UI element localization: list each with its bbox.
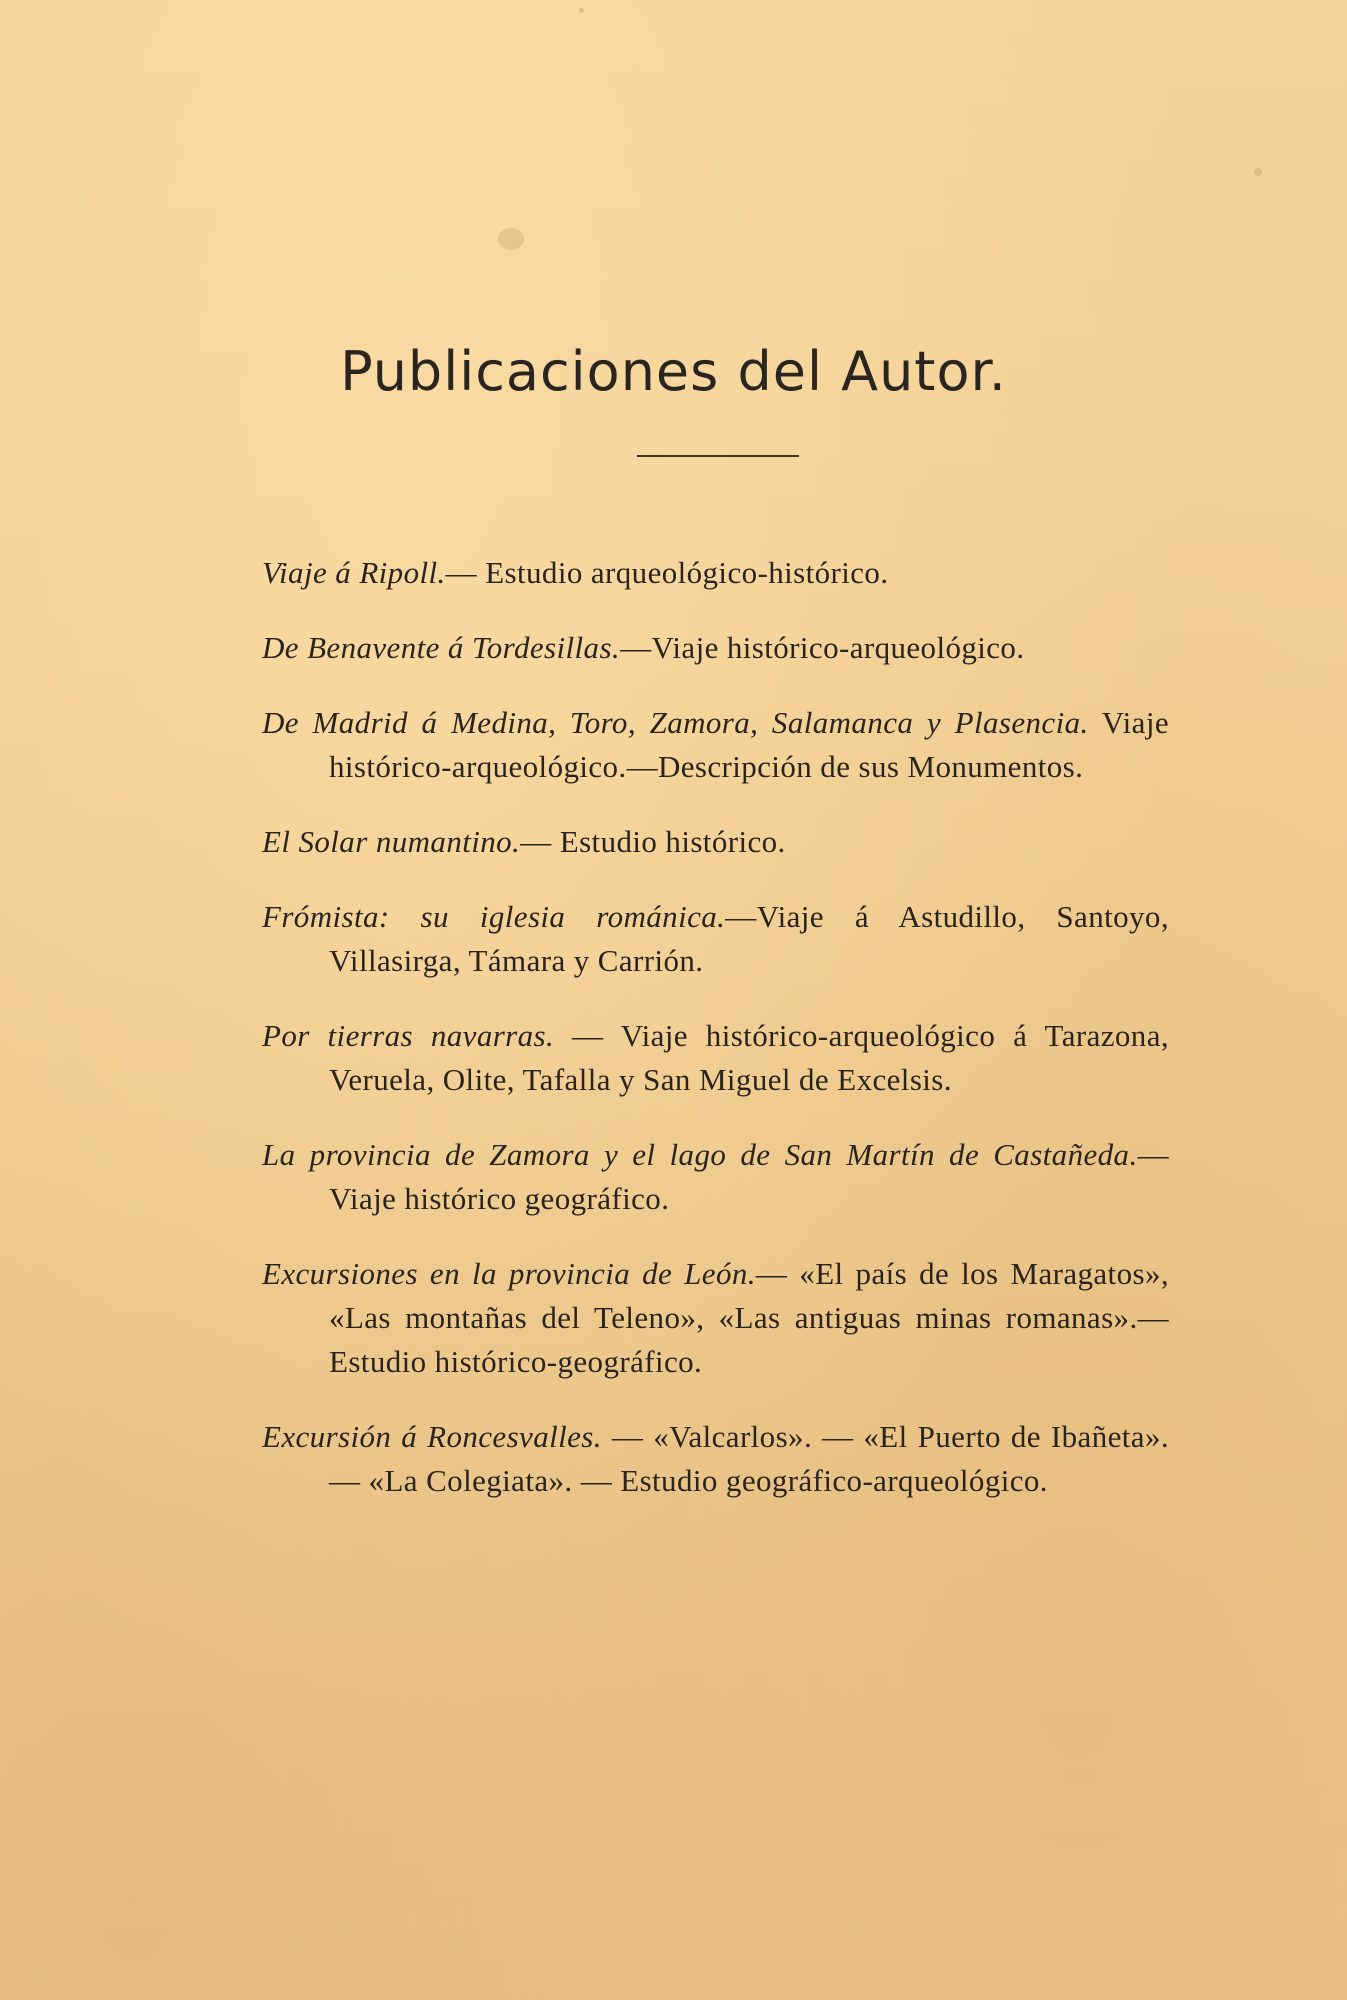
publication-entry (262, 1415, 1169, 1503)
publication-list (262, 520, 1169, 1517)
publication-description: — «El país de los Maragatos», «Las montañas del Teleno», «Las antiguas minas romanas».—Estudio histórico-geográfico. (329, 1256, 1169, 1379)
publication-description: — Estudio arqueológico-histórico. (445, 555, 889, 590)
page-title: Publicaciones del Autor. (340, 340, 1007, 403)
publication-description: —Viaje histórico geográfico. (329, 1137, 1169, 1216)
publication-description: Viaje histórico-arqueológico.—Descripción de sus Monumentos. (329, 705, 1169, 784)
publication-title: Excursión á Roncesvalles. (262, 1419, 602, 1454)
publication-entry (262, 701, 1169, 789)
publication-title: Frómista: su iglesia románica. (262, 899, 726, 934)
publication-title: Por tierras navarras. (262, 1018, 555, 1053)
publication-entry (262, 551, 1169, 595)
publication-entry (262, 895, 1169, 983)
paper-stain (498, 228, 524, 250)
publication-title: De Madrid á Medina, Toro, Zamora, Salamanca y Plasencia. (262, 705, 1089, 740)
publication-entry (262, 1133, 1169, 1221)
publication-entry (262, 820, 1169, 864)
publication-description: —Viaje histórico-arqueológico. (620, 630, 1025, 665)
publication-title: La provincia de Zamora y el lago de San Martín de Castañeda. (262, 1137, 1138, 1172)
publication-entry (262, 1252, 1169, 1384)
publication-description: — Estudio histórico. (520, 824, 786, 859)
paper-stain (1254, 168, 1262, 176)
publication-description: —Viaje á Astudillo, Santoyo, Villasirga, Támara y Carrión. (329, 899, 1169, 978)
publication-title: El Solar numantino. (262, 824, 521, 859)
publication-title: Excursiones en la provincia de León. (262, 1256, 756, 1291)
title-rule (637, 455, 799, 457)
publication-title: De Benavente á Tordesillas. (262, 630, 621, 665)
publication-description: — «Valcarlos». — «El Puerto de Ibañeta». — «La Colegiata». — Estudio geográfico-arqueológico. (329, 1419, 1169, 1498)
paper-stain (579, 8, 584, 13)
publication-entry (262, 1014, 1169, 1102)
publication-entry (262, 626, 1169, 670)
publication-description: — Viaje histórico-arqueológico á Tarazona, Veruela, Olite, Tafalla y San Miguel de Excelsis. (329, 1018, 1170, 1097)
publication-title: Viaje á Ripoll. (262, 555, 446, 590)
